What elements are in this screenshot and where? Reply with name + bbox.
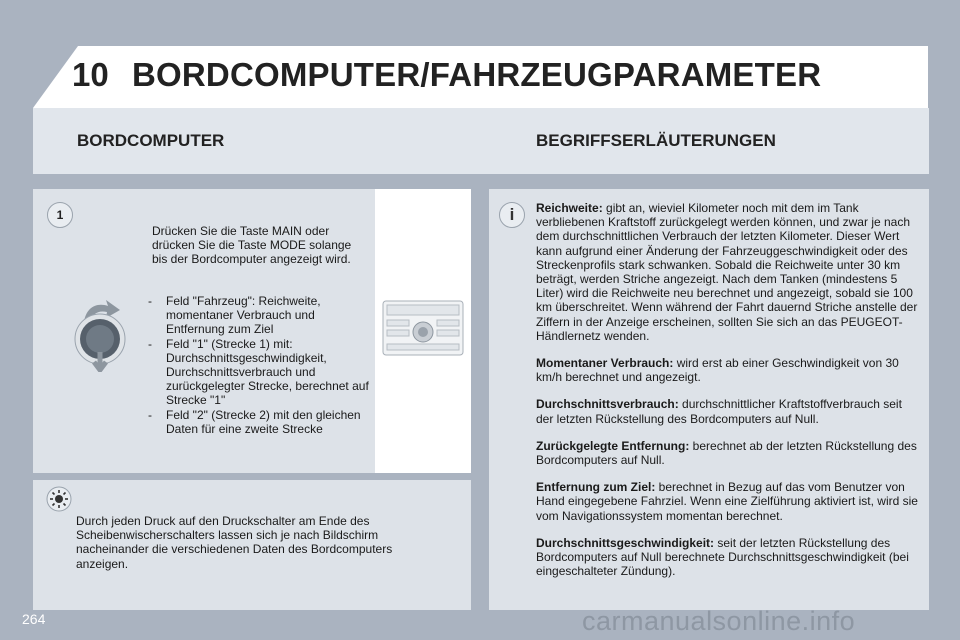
definition-text: durchschnittlicher Kraftstoffverbrauch seit der letzten Rückstellung des Bordcomputers auf Null. (536, 397, 902, 426)
definition-term: Entfernung zum Ziel: (536, 480, 656, 495)
bullet-dash: - (148, 407, 152, 422)
definition-term: Durchschnittsverbrauch: (536, 397, 679, 412)
chapter-title: BORDCOMPUTER/FAHRZEUGPARAMETER (132, 56, 822, 93)
list-item (148, 337, 370, 408)
definition-text: seit der letzten Rückstellung des Bordcomputers auf Null berechnete Durchschnittsgeschwindigkeit (bei eingeschalteter Zündung). (536, 535, 909, 579)
step-intro-text: Drücken Sie die Taste MAIN oder drücken Sie die Taste MODE solange bis der Bordcomputer angezeigt wird. (152, 224, 352, 267)
definition-term: Reichweite: (536, 201, 603, 215)
definition-reichweite (536, 201, 921, 343)
tip-text: Durch jeden Druck auf den Druckschalter am Ende des Scheibenwischerschalters lassen sich je nach Bildschirm nacheinander die verschiedenen Daten des Bordcomputers anzeigen. (76, 514, 393, 571)
control-knob-icon (66, 292, 136, 372)
field-trip2-text: Feld "2" (Strecke 2) mit den gleichen Daten für eine zweite Strecke (166, 407, 361, 436)
page-number: 264 (22, 611, 46, 627)
section-title-bordcomputer: BORDCOMPUTER (77, 131, 225, 150)
definitions-list (536, 201, 921, 591)
radio-unit-illustration (382, 300, 464, 356)
definition-term: Momentaner Verbrauch: (536, 356, 674, 371)
definition-durchschnittsverbrauch (536, 397, 921, 425)
definition-term: Zurückgelegte Entfernung: (536, 438, 690, 453)
list-item (148, 294, 370, 337)
section-title-begriffe: BEGRIFFSERLÄUTERUNGEN (536, 131, 776, 150)
field-vehicle-text: Feld "Fahrzeug": Reichweite, momentaner Verbrauch und Entfernung zum Ziel (166, 294, 321, 337)
bullet-dash: - (148, 336, 152, 351)
bullet-dash: - (148, 294, 152, 308)
sun-icon (46, 486, 72, 512)
definition-durchschnittsgeschwindigkeit (536, 536, 921, 579)
definition-text: wird erst ab einer Geschwindigkeit von 30 km/h berechnet und angezeigt. (536, 356, 899, 385)
definition-zurueckgelegte-entfernung (536, 439, 921, 467)
info-icon: i (499, 202, 525, 228)
step-number-badge: 1 (47, 202, 73, 228)
definition-term: Durchschnittsgeschwindigkeit: (536, 535, 715, 550)
list-item (148, 408, 370, 436)
definition-text: berechnet in Bezug auf das vom Benutzer von Hand eingegebene Fahrziel. Wenn eine Zielführung aktiviert ist, wird sie vom Navigationssystem momentan berechnet. (536, 480, 918, 523)
definition-momentaner-verbrauch (536, 356, 921, 384)
chapter-number: 10 (72, 56, 109, 93)
definition-text: gibt an, wieviel Kilometer noch mit dem im Tank verbliebenen Kraftstoff zurückgelegt werden können, und zwar je nach dem durchschnittlichen Verbrauch der letzten Kilometer. Dieser Wert kann aufgrund einer Änderung der Fahrzeuggeschwindigkeit oder des Streckenprofils stark schwanken. Sobald die Reichweite unter 30 km beträgt, werden Striche angezeigt. Nach dem Tanken (mindestens 5 Liter) wird die Reichweite neu berechnet und angezeigt, sobald sie 100 km überschreitet. Wenn während der Fahrt dauernd Striche anstelle der Ziffern in der Anzeige erscheinen, sollten Sie sich an das PEUGEOT-Händlernetz wenden. (536, 201, 918, 343)
field-trip1-text: Feld "1" (Strecke 1) mit: Durchschnittsgeschwindigkeit, Durchschnittsverbrauch und zurückgelegter Strecke, berechnet auf Strecke "1" (166, 336, 369, 408)
definition-text: berechnet ab der letzten Rückstellung des Bordcomputers auf Null. (536, 438, 917, 468)
field-list (148, 294, 370, 436)
watermark: carmanualsonline.info (582, 606, 856, 636)
definition-entfernung-zum-ziel (536, 480, 921, 523)
